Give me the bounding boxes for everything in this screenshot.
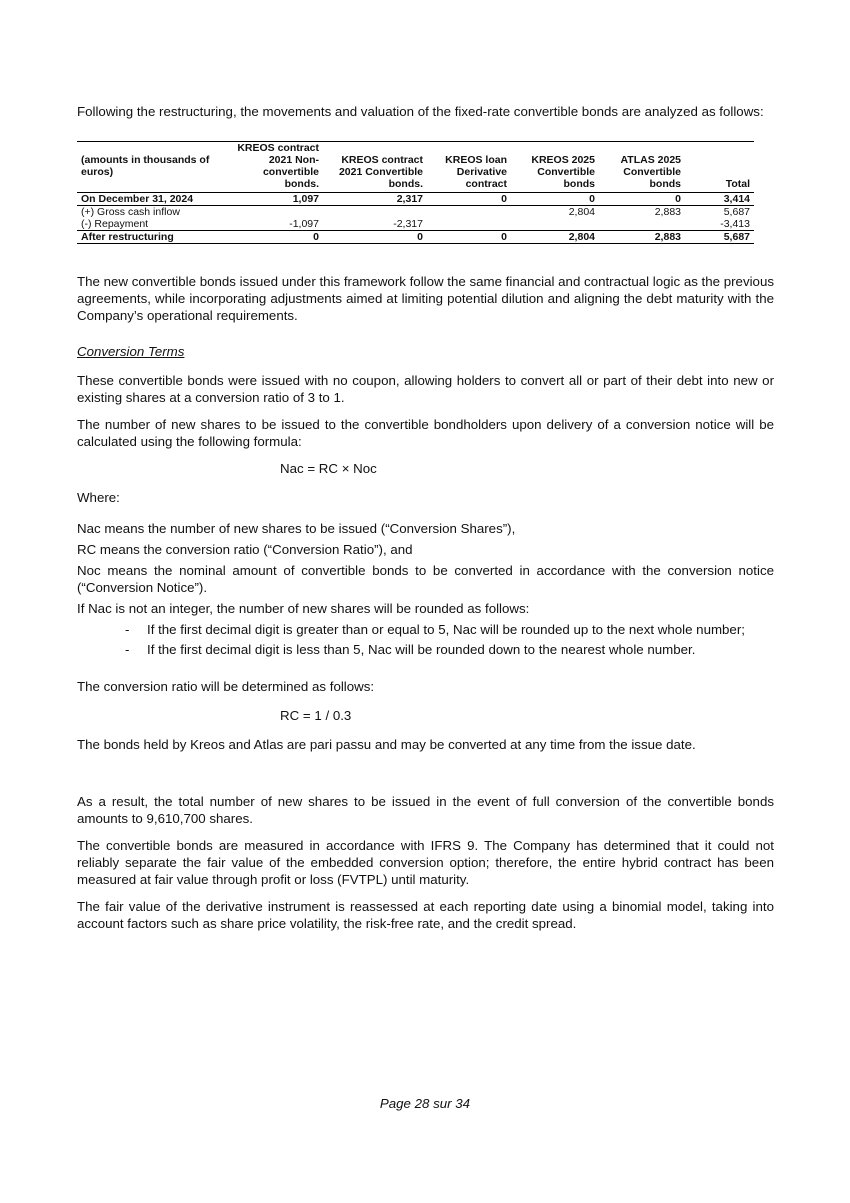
total-shares-paragraph: As a result, the total number of new shares to be issued in the event of full conversion of the convertible bonds amounts to 9,610,700 shares.	[77, 794, 774, 826]
definition-nac: Nac means the number of new shares to be issued (“Conversion Shares”),	[77, 521, 516, 536]
table-cell: 2,804	[511, 231, 599, 244]
formula-rc: RC = 1 / 0.3	[280, 708, 352, 723]
table-cell: 0	[227, 231, 323, 244]
ratio-intro: The conversion ratio will be determined as follows:	[77, 679, 375, 694]
row-label: After restructuring	[77, 231, 227, 244]
table-cell: 2,317	[323, 193, 427, 206]
table-cell: 2,883	[654, 206, 681, 218]
page-content	[77, 103, 774, 942]
table-cell	[427, 206, 511, 219]
table-cell: -2,317	[393, 218, 423, 230]
list-item	[125, 621, 774, 638]
pari-passu-paragraph: The bonds held by Kreos and Atlas are pari passu and may be converted at any time from the issue date.	[77, 737, 696, 752]
table-row	[77, 231, 754, 244]
bullet-dash: -	[125, 622, 130, 637]
table-cell: 3,414	[685, 193, 754, 206]
table-cell	[599, 218, 685, 231]
formula-nac: Nac = RC × Noc	[280, 461, 377, 476]
table-cell: 2,804	[568, 206, 595, 218]
table-cell: 5,687	[723, 206, 750, 218]
header-kreos-derivative: KREOS loan Derivative contract	[427, 142, 511, 193]
rounding-intro: If Nac is not an integer, the number of new shares will be rounded as follows:	[77, 601, 530, 616]
header-amounts: (amounts in thousands of euros)	[77, 142, 227, 193]
row-label: (+) Gross cash inflow	[81, 206, 180, 218]
table-cell: 0	[599, 193, 685, 206]
intro-paragraph: Following the restructuring, the movements and valuation of the fixed-rate convertible bonds are analyzed as follows:	[77, 104, 764, 119]
where-label: Where:	[77, 490, 120, 505]
table-cell	[511, 218, 599, 231]
table-cell: -3,413	[720, 218, 750, 230]
table-cell: 2,883	[599, 231, 685, 244]
conversion-terms-heading: Conversion Terms	[77, 344, 185, 359]
fair-value-paragraph: The fair value of the derivative instrument is reassessed at each reporting date using a binomial model, taking into account factors such as share price volatility, the risk-free rate, and the credit spread.	[77, 899, 774, 931]
table-cell	[323, 206, 427, 219]
bullet-dash: -	[125, 642, 130, 657]
rounding-list	[77, 621, 774, 658]
header-kreos-2021-nonconv: KREOS contract 2021 Non-convertible bonds.	[227, 142, 323, 193]
number-paragraph: The number of new shares to be issued to the convertible bondholders upon delivery of a conversion notice will be calculated using the following formula:	[77, 417, 774, 449]
table-cell: 0	[323, 231, 427, 244]
table-cell: 0	[427, 231, 511, 244]
table-cell	[427, 218, 511, 231]
row-label: On December 31, 2024	[77, 193, 227, 206]
coupon-paragraph: These convertible bonds were issued with no coupon, allowing holders to convert all or part of their debt into new or existing shares at a conversion ratio of 3 to 1.	[77, 373, 774, 405]
new-bonds-paragraph: The new convertible bonds issued under this framework follow the same financial and contractual logic as the previous agreements, while incorporating adjustments aimed at limiting potential dilution and aligning the debt maturity with the Company’s operational requirements.	[77, 274, 774, 323]
table-row	[77, 206, 754, 219]
table-header-row	[77, 142, 754, 193]
header-kreos-2021-conv: KREOS contract 2021 Convertible bonds.	[323, 142, 427, 193]
table-cell: 0	[427, 193, 511, 206]
table-row	[77, 218, 754, 231]
page-number-footer: Page 28 sur 34	[379, 1096, 471, 1111]
header-total: Total	[685, 142, 754, 193]
list-item	[125, 641, 774, 658]
definition-rc: RC means the conversion ratio (“Conversion Ratio”), and	[77, 542, 413, 557]
list-item-text: If the first decimal digit is greater than or equal to 5, Nac will be rounded up to the next whole number;	[147, 622, 745, 637]
table-cell: 0	[511, 193, 599, 206]
definition-noc: Noc means the nominal amount of convertible bonds to be converted in accordance with the conversion notice (“Conversion Notice”).	[77, 563, 774, 595]
table-cell: -1,097	[289, 218, 319, 230]
table-cell	[227, 206, 323, 219]
table-cell: 1,097	[227, 193, 323, 206]
row-label: (-) Repayment	[81, 218, 149, 230]
header-kreos-2025: KREOS 2025 Convertible bonds	[511, 142, 599, 193]
table-cell: 5,687	[685, 231, 754, 244]
table-row	[77, 193, 754, 206]
header-atlas-2025: ATLAS 2025 Convertible bonds	[599, 142, 685, 193]
bond-movements-table	[77, 141, 754, 244]
list-item-text: If the first decimal digit is less than 5, Nac will be rounded down to the nearest whole number.	[147, 642, 696, 657]
ifrs-paragraph: The convertible bonds are measured in accordance with IFRS 9. The Company has determined that it could not reliably separate the fair value of the embedded conversion option; therefore, the entire hybrid contract has been measured at fair value through profit or loss (FVTPL) until maturity.	[77, 838, 774, 887]
